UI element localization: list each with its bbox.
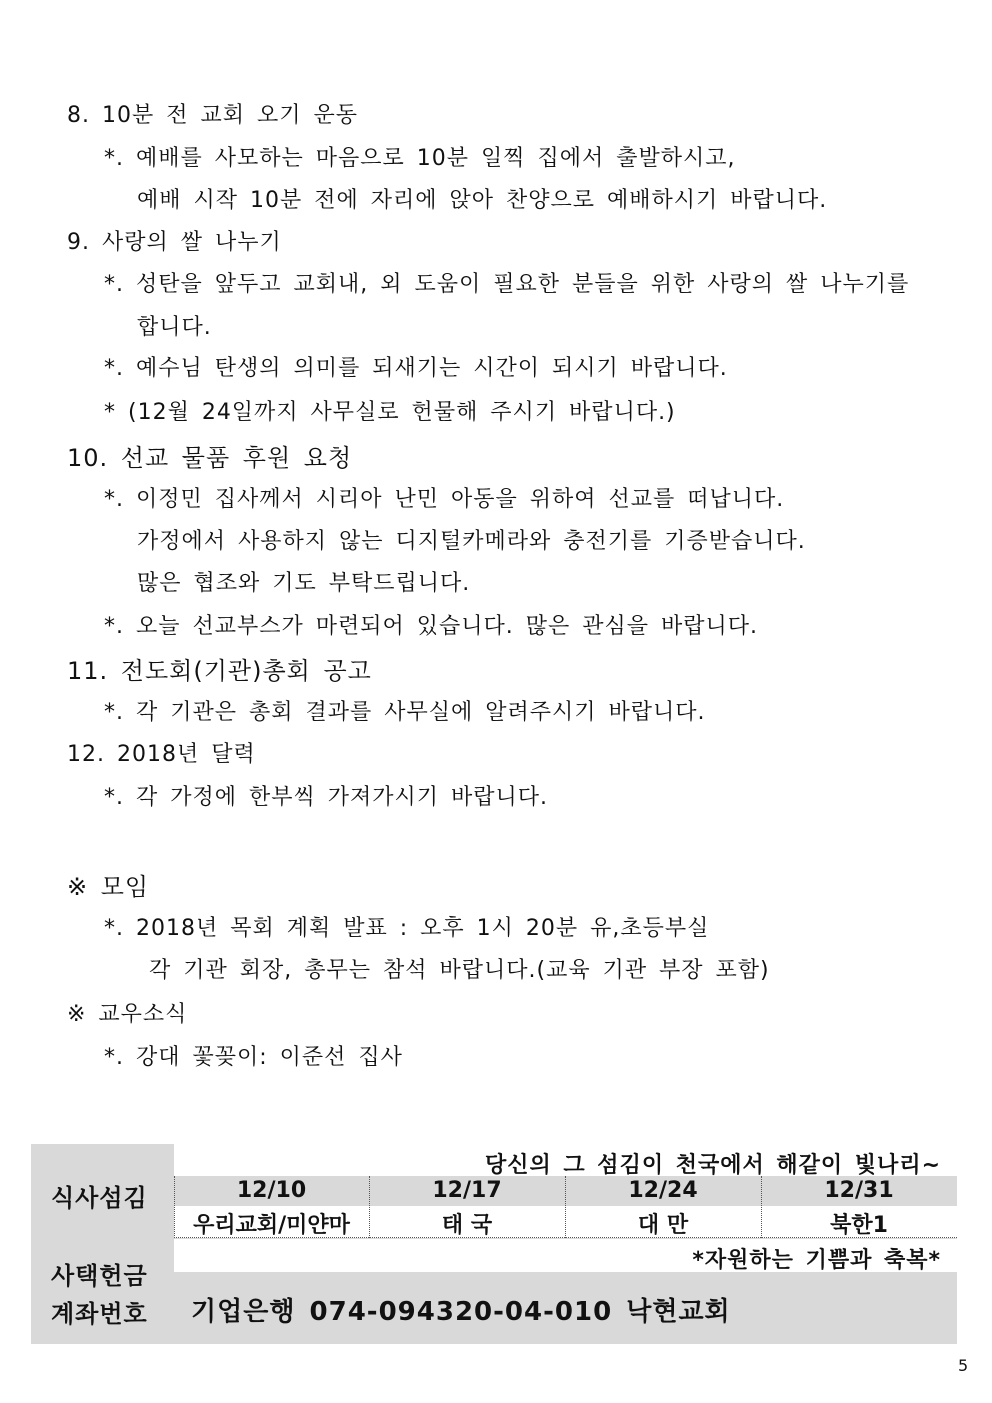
section-line: *. 각 가정에 한부씩 가져가시기 바랍니다. [104, 785, 548, 810]
section-line: *. 각 기관은 총회 결과를 사무실에 알려주시기 바랍니다. [104, 700, 706, 725]
bank-account: 기업은행 074-094320-04-010 낙현교회 [191, 1297, 731, 1327]
offering-label: 사택헌금 [51, 1262, 148, 1290]
meal-service-label: 식사섬김 [51, 1184, 148, 1212]
meal-date: 12/10 [236, 1178, 307, 1203]
meal-team: 우리교회/미얀마 [193, 1213, 350, 1238]
section-title: 11. 전도회(기관)총회 공고 [67, 657, 372, 685]
news-line: *. 강대 꽃꽂이: 이준선 집사 [104, 1045, 403, 1070]
meal-team: 대 만 [637, 1213, 689, 1238]
section-line: *. 예배를 사모하는 마음으로 10분 일찍 집에서 출발하시고, [104, 146, 736, 171]
section-line: 합니다. [137, 315, 212, 340]
section-line: 예배 시작 10분 전에 자리에 앉아 찬양으로 예배하시기 바랍니다. [137, 188, 828, 213]
meal-team: 태 국 [441, 1213, 493, 1238]
motto-text: 당신의 그 섬김이 천국에서 해같이 빛나리~ [484, 1153, 941, 1178]
meal-date: 12/31 [824, 1178, 894, 1203]
meal-date: 12/24 [628, 1178, 698, 1203]
section-title: 8. 10분 전 교회 오기 운동 [67, 103, 358, 128]
section-line: 가정에서 사용하지 않는 디지털카메라와 충전기를 기증받습니다. [137, 529, 806, 554]
section-title: 10. 선교 물품 후원 요청 [67, 444, 353, 472]
meal-date: 12/17 [432, 1178, 502, 1203]
service-info-box [31, 1144, 957, 1344]
meal-team: 북한1 [830, 1213, 888, 1238]
section-line: *. 오늘 선교부스가 마련되어 있습니다. 많은 관심을 바랍니다. [104, 614, 758, 639]
gathering-line: *. 2018년 목회 계획 발표 : 오후 1시 20분 유,초등부실 [104, 916, 710, 941]
gathering-line: 각 기관 회장, 총무는 참석 바랍니다.(교육 기관 부장 포함) [149, 958, 770, 983]
offering-note: *자원하는 기쁨과 축복* [692, 1248, 941, 1273]
section-line: * (12월 24일까지 사무실로 헌물해 주시기 바랍니다.) [104, 400, 676, 425]
page-number: 5 [958, 1356, 969, 1375]
gathering-title: ※ 모임 [67, 873, 150, 901]
section-line: 많은 협조와 기도 부탁드립니다. [137, 571, 471, 596]
account-label: 계좌번호 [51, 1300, 148, 1328]
news-title: ※ 교우소식 [67, 1002, 188, 1027]
section-line: *. 예수님 탄생의 의미를 되새기는 시간이 되시기 바랍니다. [104, 356, 728, 381]
section-line: *. 성탄을 앞두고 교회내, 외 도움이 필요한 분들을 위한 사랑의 쌀 나누기를 [104, 272, 910, 297]
section-title: 9. 사랑의 쌀 나누기 [67, 230, 282, 255]
section-title: 12. 2018년 달력 [67, 742, 256, 767]
section-line: *. 이정민 집사께서 시리아 난민 아동을 위하여 선교를 떠납니다. [104, 487, 785, 512]
